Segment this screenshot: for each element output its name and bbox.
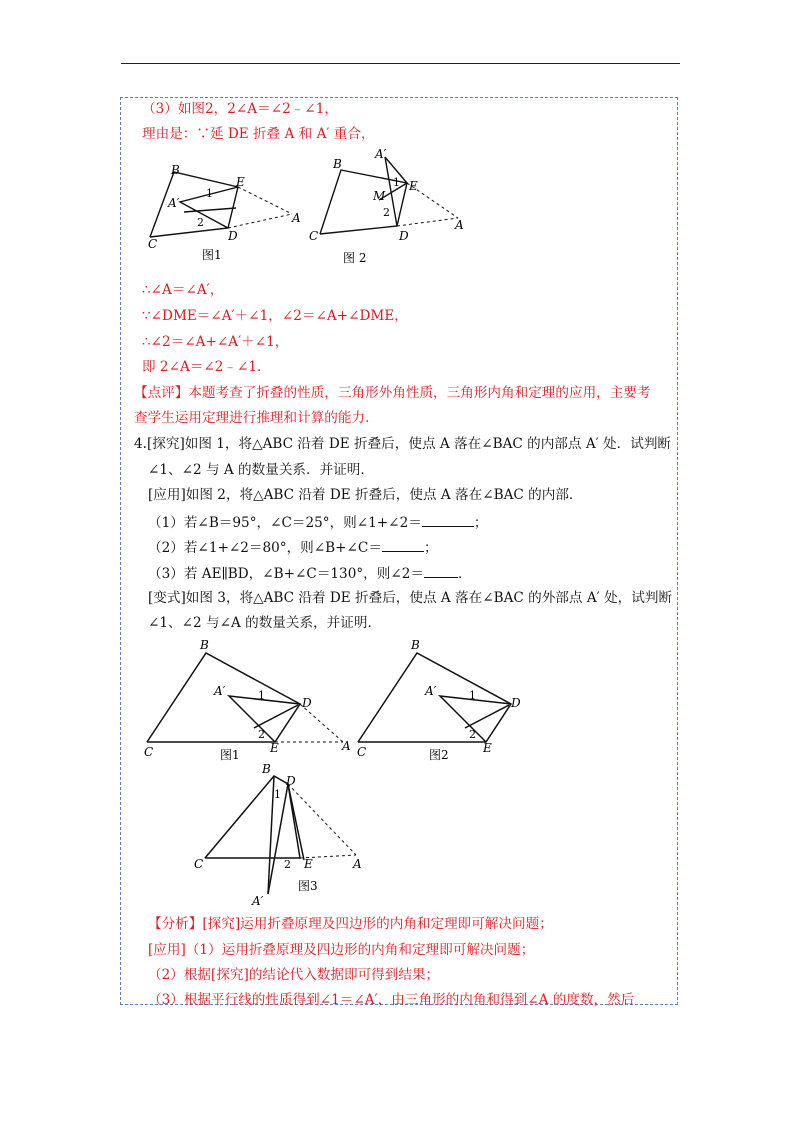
q4-line-4 (148, 512, 487, 532)
fig-label-C: C (357, 745, 367, 759)
fig-angle-2: 2 (469, 728, 476, 741)
fig-label-E: E (304, 857, 313, 871)
comment-text-1: 本题考查了折叠的性质，三角形外角性质，三角形内角和定理的应用，主要考 (188, 385, 651, 401)
q4-item-1-end: ； (473, 515, 488, 531)
part3-line-3: ∴∠A＝∠A′， (142, 282, 224, 298)
fig-label-Ap: A′ (252, 894, 264, 908)
q4-item-3-text: （3）若 AE∥BD，∠B+∠C＝130°，则∠2＝ (148, 566, 424, 582)
figure-3 (190, 760, 390, 910)
fig-label-B: B (262, 762, 271, 776)
q4-line-8: ∠1、∠2 与∠A 的数量关系，并证明． (148, 615, 382, 631)
analysis-text-1: [探究]运用折叠原理及四边形的内角和定理即可解决问题； (202, 916, 553, 932)
fig-angle-1: 1 (393, 176, 400, 189)
fig1-caption: 图1 (220, 748, 240, 762)
fig-label-C: C (144, 745, 154, 759)
fig-label-M: M (373, 189, 386, 203)
q4-line-2: ∠1、∠2 与 A 的数量关系．并证明． (148, 462, 374, 478)
fig-angle-1: 1 (274, 788, 281, 801)
fig-label-D: D (511, 696, 521, 710)
q4-item-3-end: ． (457, 566, 472, 582)
fig-angle-2: 2 (258, 728, 265, 741)
q4-item-2-end: ； (423, 540, 438, 556)
part3-line-2: 理由是：∵延 DE 折叠 A 和 A′ 重合， (142, 126, 375, 142)
part3-line-4: ∵∠DME＝∠A′＋∠1，∠2＝∠A+∠DME， (142, 308, 408, 324)
top-fig2-caption: 图 2 (343, 251, 367, 265)
fig-angle-1: 1 (469, 689, 476, 702)
fig-angle-1: 1 (258, 689, 265, 702)
fig-label-A: A (292, 211, 301, 225)
fig-label-B: B (171, 163, 180, 177)
fig-label-D: D (302, 696, 312, 710)
answer-blank-2[interactable] (382, 537, 424, 552)
header-rule (121, 63, 680, 64)
q4-line-7: [变式]如图 3，将△ABC 沿着 DE 折叠后，使点 A 落在∠BAC 的外部点 A′ 处，试判断 (148, 590, 673, 606)
answer-blank-1[interactable] (422, 512, 474, 527)
analysis-line-4: （3）根据平行线的性质得到∠1＝∠A′，由三角形的内角和得到∠A 的度数，然后 (148, 992, 635, 1008)
fig-label-B: B (411, 638, 420, 652)
analysis-line-1 (148, 915, 553, 933)
comment-line-2: 查学生运用定理进行推理和计算的能力． (134, 410, 379, 426)
fig-label-A: A (353, 857, 362, 871)
fig-label-Ap: A′ (214, 684, 226, 698)
fig-angle-2: 2 (383, 206, 390, 219)
top-fig1-caption: 图1 (202, 248, 222, 262)
fig-label-Ap: A′ (375, 147, 387, 161)
comment-line-1 (134, 384, 651, 402)
q4-item-1-text: （1）若∠B＝95°，∠C＝25°，则∠1+∠2＝ (148, 515, 422, 531)
fig-label-E: E (409, 179, 418, 193)
q4-line-3: [应用]如图 2，将△ABC 沿着 DE 折叠后，使点 A 落在∠BAC 的内部． (148, 487, 583, 503)
fig-label-B: B (333, 157, 342, 171)
comment-tag: 【点评】 (134, 385, 189, 401)
fig-label-E: E (236, 175, 245, 189)
fig-label-C: C (148, 237, 158, 251)
fig2-caption: 图2 (429, 748, 449, 762)
fig-angle-2: 2 (197, 216, 204, 229)
fig-label-Ap: A′ (168, 196, 180, 210)
q4-item-2-text: （2）若∠1+∠2＝80°，则∠B+∠C＝ (148, 540, 382, 556)
analysis-line-3: （2）根据[探究]的结论代入数据即可得到结果； (148, 967, 440, 983)
fig-label-A: A (342, 739, 351, 753)
fig-label-D: D (399, 229, 409, 243)
part3-line-6: 即 2∠A＝∠2﹣∠1． (142, 359, 271, 375)
fig-label-Ap: A′ (425, 684, 437, 698)
fig-label-E: E (483, 741, 492, 755)
answer-blank-3[interactable] (424, 563, 458, 578)
q4-line-6 (148, 563, 472, 583)
fig-label-C: C (194, 857, 204, 871)
fig-label-D: D (228, 229, 238, 243)
figure-1 (142, 635, 362, 765)
part3-line-5: ∴∠2＝∠A+∠A′＋∠1， (142, 334, 289, 350)
q4-line-5 (148, 537, 438, 557)
analysis-tag: 【分析】 (148, 916, 203, 932)
top-figure-2 (305, 147, 505, 270)
fig-label-D: D (286, 774, 296, 788)
q4-line-1: 4.[探究]如图 1，将△ABC 沿着 DE 折叠后，使点 A 落在∠BAC 的内部点 A′ 处．试判断 (134, 436, 672, 452)
fig-angle-2: 2 (284, 858, 291, 871)
figure-2 (353, 635, 553, 765)
part3-line-1: （3）如图2，2∠A＝∠2﹣∠1， (142, 101, 338, 117)
analysis-line-2: [应用]（1）运用折叠原理及四边形的内角和定理即可解决问题； (148, 942, 535, 958)
fig-label-C: C (309, 229, 319, 243)
fig-angle-1: 1 (206, 187, 213, 200)
fig-label-A: A (455, 218, 464, 232)
fig-label-B: B (200, 638, 209, 652)
fig-label-E: E (270, 741, 279, 755)
fig3-caption: 图3 (298, 879, 318, 893)
